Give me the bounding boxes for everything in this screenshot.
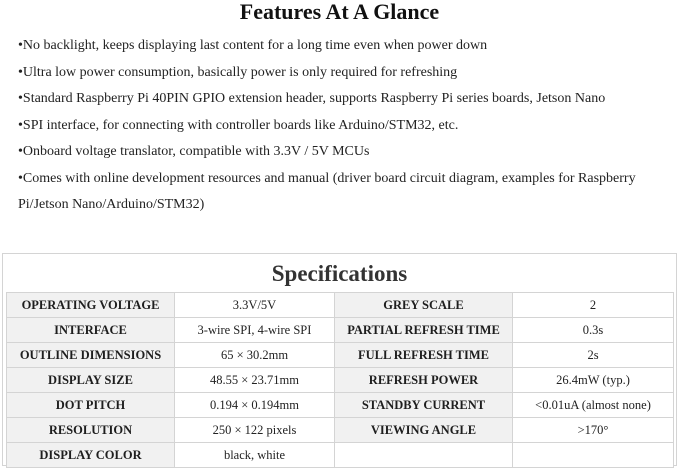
table-row: [7, 318, 674, 343]
spec-label: RESOLUTION: [7, 418, 175, 443]
spec-value: <0.01uA (almost none): [513, 393, 674, 418]
spec-label-empty: [335, 443, 513, 468]
specifications-panel: [2, 253, 677, 466]
spec-label: OUTLINE DIMENSIONS: [7, 343, 175, 368]
spec-value: black, white: [175, 443, 335, 468]
table-row: [7, 393, 674, 418]
feature-item-resources: •Comes with online development resources and manual (driver board circuit diagram, examples for Raspberry Pi/Jetson Nano/Arduino/STM32): [18, 170, 636, 212]
table-row: [7, 443, 674, 468]
spec-value: >170°: [513, 418, 674, 443]
spec-label: OPERATING VOLTAGE: [7, 293, 175, 318]
spec-value-empty: [513, 443, 674, 468]
spec-value: 0.194 × 0.194mm: [175, 393, 335, 418]
spec-label: INTERFACE: [7, 318, 175, 343]
spec-label: DISPLAY COLOR: [7, 443, 175, 468]
feature-item-gpio-header: •Standard Raspberry Pi 40PIN GPIO extension header, supports Raspberry Pi series boards, Jetson Nano: [18, 91, 606, 106]
table-row: [7, 418, 674, 443]
spec-label: FULL REFRESH TIME: [335, 343, 513, 368]
spec-value: 2s: [513, 343, 674, 368]
spec-value: 65 × 30.2mm: [175, 343, 335, 368]
spec-label: DISPLAY SIZE: [7, 368, 175, 393]
feature-item-no-backlight: •No backlight, keeps displaying last content for a long time even when power down: [18, 38, 488, 53]
spec-label: REFRESH POWER: [335, 368, 513, 393]
spec-value: 48.55 × 23.71mm: [175, 368, 335, 393]
table-row: [7, 368, 674, 393]
spec-label: STANDBY CURRENT: [335, 393, 513, 418]
spec-label: PARTIAL REFRESH TIME: [335, 318, 513, 343]
specifications-table: [6, 292, 674, 468]
spec-value: 3.3V/5V: [175, 293, 335, 318]
spec-label: GREY SCALE: [335, 293, 513, 318]
spec-value: 2: [513, 293, 674, 318]
spec-value: 3-wire SPI, 4-wire SPI: [175, 318, 335, 343]
table-row: [7, 343, 674, 368]
feature-item-spi-interface: •SPI interface, for connecting with controller boards like Arduino/STM32, etc.: [18, 117, 459, 133]
spec-label: VIEWING ANGLE: [335, 418, 513, 443]
spec-value: 0.3s: [513, 318, 674, 343]
specifications-title: Specifications: [271, 261, 408, 286]
table-row: [7, 293, 674, 318]
spec-label: DOT PITCH: [7, 393, 175, 418]
features-title: Features At A Glance: [239, 0, 440, 24]
features-list: [18, 33, 673, 219]
feature-item-voltage-translator: •Onboard voltage translator, compatible with 3.3V / 5V MCUs: [18, 144, 370, 159]
feature-item-low-power: •Ultra low power consumption, basically power is only required for refreshing: [18, 64, 458, 80]
spec-value: 26.4mW (typ.): [513, 368, 674, 393]
spec-value: 250 × 122 pixels: [175, 418, 335, 443]
